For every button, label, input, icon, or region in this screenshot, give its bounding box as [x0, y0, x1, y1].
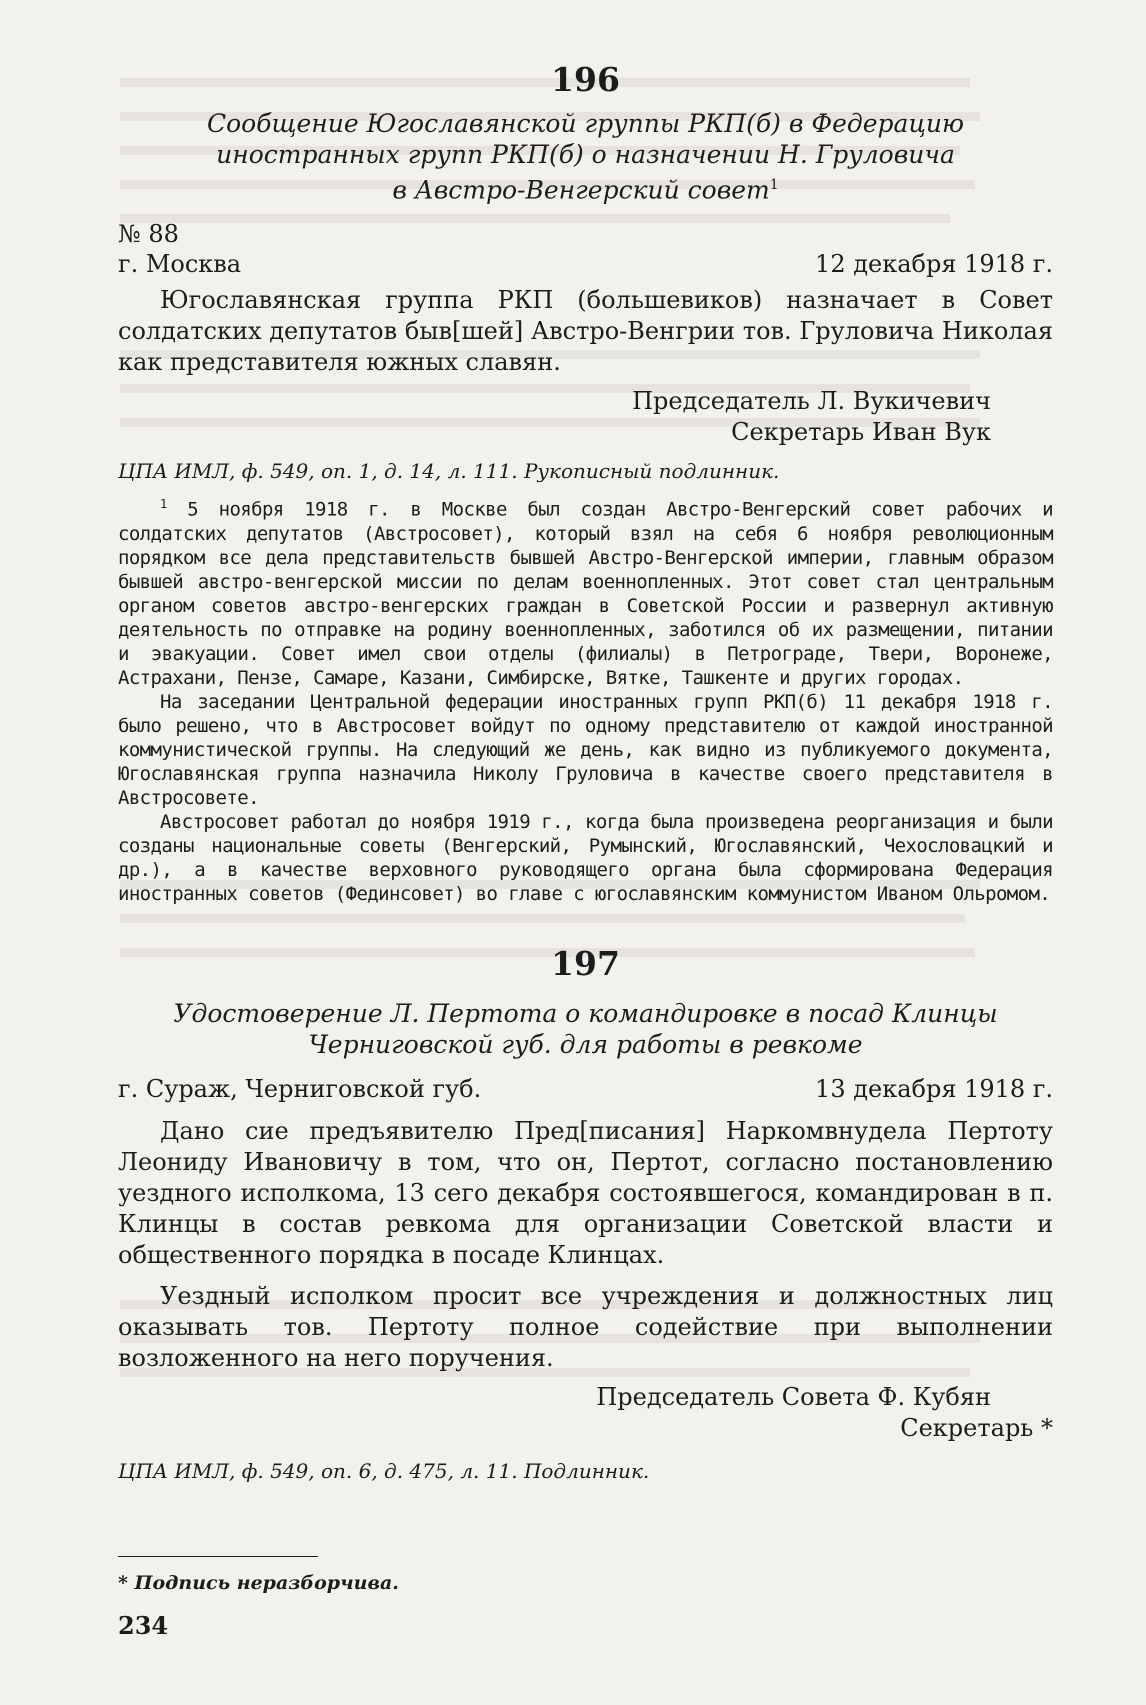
signature-chairman: Председатель Л. Вукичевич	[632, 387, 991, 416]
footnote: * Подпись неразборчива.	[118, 1571, 399, 1594]
document-body: Уездный исполком просит все учреждения и должностных лиц оказывать тов. Пертоту полное содействие при выполнении возложенного на него поручения.	[118, 1281, 1053, 1372]
document-place: г. Москва	[118, 250, 242, 279]
document-place: г. Сураж, Черниговской губ.	[118, 1074, 482, 1103]
place-date-row	[118, 1074, 1053, 1104]
document-number: 196	[551, 60, 620, 99]
page-content	[118, 62, 1053, 1640]
endnote-paragraph: На заседании Центральной федерации иностранных групп РКП(б) 11 декабря 1918 г. было решено, что в Австросовет войдут по одному представителю от каждой иностранной коммунистической группы. На следующий же день, как видно из публикуемого документа, Югославянская группа назначила Николу Груловича в качестве своего представителя в Австросовете.	[118, 690, 1053, 809]
page-number: 234	[118, 1610, 169, 1640]
document-196	[118, 62, 1053, 906]
document-date: 12 декабря 1918 г.	[815, 250, 1053, 279]
document-date: 13 декабря 1918 г.	[815, 1074, 1053, 1103]
footnote-divider	[118, 1556, 318, 1557]
archive-source: ЦПА ИМЛ, ф. 549, оп. 1, д. 14, л. 111. Рукописный подлинник.	[118, 459, 780, 484]
archive-source: ЦПА ИМЛ, ф. 549, оп. 6, д. 475, л. 11. Подлинник.	[118, 1458, 650, 1483]
footnote-marker: 1	[769, 177, 779, 193]
title-line: иностранных групп РКП(б) о назначении Н. Груловича	[216, 140, 955, 169]
title-line: Черниговской губ. для работы в ревкоме	[308, 1029, 863, 1059]
endnote-text: 5 ноября 1918 г. в Москве был создан Австро-Венгерский совет рабочих и солдатских депутатов (Австросовет), который взял на себя 6 ноября революционным порядком все дела представительств бывшей Австро-Венгерской империи, главным образом бывшей австро-венгерской миссии по делам военнопленных. Этот совет стал центральным органом советов австро-венгерских граждан в Советской России и развернул активную деятельность по отправке на родину военнопленных, заботился об их размещении, питании и эвакуации. Совет имел свои отделы (филиалы) в Петрограде, Твери, Воронеже, Астрахани, Пензе, Самаре, Казани, Симбирске, Вятке, Ташкенте и других городах.	[118, 498, 1053, 689]
endnote	[118, 492, 1053, 905]
title-text: в Австро-Венгерский совет	[392, 175, 770, 205]
signature-chairman: Председатель Совета Ф. Кубян	[596, 1382, 991, 1411]
endnote-paragraph: Австросовет работал до ноября 1919 г., когда была произведена реорганизация и были созданы национальные советы (Венгерский, Румынский, Югославянский, Чехословацкий и др.), а в качестве верховного руководящего органа была сформирована Федерация иностранных советов (Фединсовет) во главе с югославянским коммунистом Иваном Ольромом.	[118, 810, 1053, 905]
document-title	[118, 998, 1053, 1060]
document-number: 197	[551, 943, 620, 983]
place-date-row	[118, 249, 1053, 279]
footnote-marker: 1	[160, 497, 167, 512]
title-line: Удостоверение Л. Пертота о командировке в посад Клинцы	[173, 998, 998, 1028]
endnote-paragraph	[118, 492, 1053, 689]
document-197	[118, 943, 1053, 1484]
signature-secretary: Секретарь *	[900, 1413, 1053, 1442]
signature-secretary: Секретарь Иван Вук	[731, 418, 991, 447]
document-title	[118, 108, 1053, 205]
document-reference-number: № 88	[118, 220, 179, 249]
title-line: Сообщение Югославянской группы РКП(б) в Федерацию	[206, 109, 965, 138]
document-body: Югославянская группа РКП (большевиков) назначает в Совет солдатских депутатов быв[шей] Австро-Венгрии тов. Груловича Николая как представителя южных славян.	[118, 286, 1053, 377]
title-line	[118, 170, 1053, 205]
document-body: Дано сие предъявителю Пред[писания] Наркомвнудела Пертоту Леониду Ивановичу в том, что он, Пертот, согласно постановлению уездного исполкома, 13 сего декабря состоявшегося, командирован в п. Клинцы в состав ревкома для организации Советской власти и общественного порядка в посаде Клинцах.	[118, 1116, 1053, 1269]
